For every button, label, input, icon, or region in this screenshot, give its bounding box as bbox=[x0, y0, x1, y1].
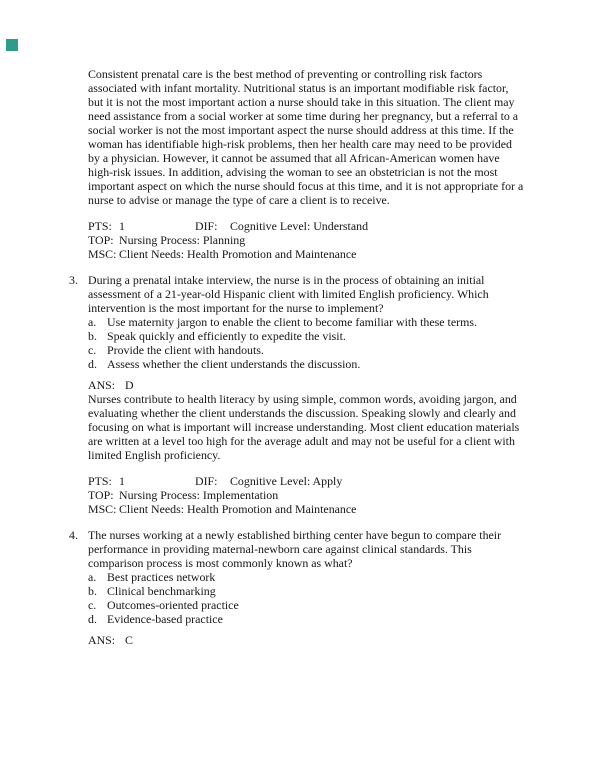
question-3 bbox=[69, 273, 524, 462]
question2-rationale: Consistent prenatal care is the best method of preventing or controlling risk factors associated with infant mortality. Nutritional status is an important modifiable risk factor, but it is not the most important action a nurse should take in this situation. The client may need assistance from a social worker at some time during her pregnancy, but a referral to a social worker is not the most important aspect the nurse should address at this time. If the woman has identifiable high-risk problems, then her health care may need to be provided by a physician. However, it cannot be assumed that all African-American women have high-risk issues. In addition, advising the woman to see an obstetrician is not the most important aspect on which the nurse should focus at this time, and it is not appropriate for a nurse to advise or manage the type of care a client is to receive. bbox=[88, 67, 524, 207]
dif-label: DIF: bbox=[195, 474, 218, 488]
option-letter: b. bbox=[88, 584, 97, 598]
option-text: Speak quickly and efficiently to expedite the visit. bbox=[107, 329, 346, 343]
answer-option-a bbox=[88, 315, 524, 329]
answer-option-a bbox=[88, 570, 524, 584]
meta-row-top bbox=[88, 488, 524, 502]
option-letter: d. bbox=[88, 612, 97, 626]
page-corner-marker bbox=[6, 39, 18, 51]
question2-meta-block bbox=[88, 219, 524, 261]
answer-row bbox=[88, 633, 524, 647]
meta-row-pts-dif bbox=[88, 219, 524, 233]
answer-option-d bbox=[88, 612, 524, 626]
question-number: 4. bbox=[69, 528, 78, 542]
question-body bbox=[88, 528, 524, 647]
msc-label: MSC: bbox=[88, 502, 117, 516]
dif-label: DIF: bbox=[195, 219, 218, 233]
ans-label: ANS: bbox=[88, 633, 116, 647]
ans-value: D bbox=[125, 378, 134, 392]
answer-row bbox=[88, 378, 524, 392]
answer-option-b bbox=[88, 584, 524, 598]
top-value: Nursing Process: Implementation bbox=[119, 488, 279, 502]
answer-option-c bbox=[88, 343, 524, 357]
option-letter: d. bbox=[88, 357, 97, 371]
question-stem: The nurses working at a newly established birthing center have begun to compare their performance in providing maternal-newborn care against clinical standards. This comparison process is most commonly known as what? bbox=[88, 528, 502, 570]
option-letter: b. bbox=[88, 329, 97, 343]
top-value: Nursing Process: Planning bbox=[119, 233, 246, 247]
option-letter: a. bbox=[88, 570, 97, 584]
option-text: Best practices network bbox=[107, 570, 216, 584]
msc-value: Client Needs: Health Promotion and Maintenance bbox=[119, 502, 357, 516]
option-letter: c. bbox=[88, 343, 97, 357]
test-bank-content bbox=[69, 67, 524, 647]
top-label: TOP: bbox=[88, 233, 114, 247]
answer-option-b bbox=[88, 329, 524, 343]
pts-value: 1 bbox=[119, 219, 125, 233]
ans-value: C bbox=[125, 633, 133, 647]
option-text: Provide the client with handouts. bbox=[107, 343, 264, 357]
question-stem: During a prenatal intake interview, the nurse is in the process of obtaining an initial assessment of a 21-year-old Hispanic client with limited English proficiency. Which intervention is the most important for the nurse to implement? bbox=[88, 273, 489, 315]
top-label: TOP: bbox=[88, 488, 114, 502]
dif-value: Cognitive Level: Understand bbox=[230, 219, 369, 233]
option-text: Assess whether the client understands the discussion. bbox=[107, 357, 361, 371]
answer-option-c bbox=[88, 598, 524, 612]
question-number: 3. bbox=[69, 273, 78, 287]
pts-value: 1 bbox=[119, 474, 125, 488]
question-body bbox=[88, 273, 524, 462]
option-letter: a. bbox=[88, 315, 97, 329]
option-letter: c. bbox=[88, 598, 97, 612]
option-text: Use maternity jargon to enable the client to become familiar with these terms. bbox=[107, 315, 477, 329]
meta-row-msc bbox=[88, 502, 524, 516]
option-text: Clinical benchmarking bbox=[107, 584, 216, 598]
pts-label: PTS: bbox=[88, 474, 112, 488]
option-text: Evidence-based practice bbox=[107, 612, 223, 626]
answer-option-d bbox=[88, 357, 524, 371]
meta-row-pts-dif bbox=[88, 474, 524, 488]
meta-row-top bbox=[88, 233, 524, 247]
ans-label: ANS: bbox=[88, 378, 116, 392]
msc-label: MSC: bbox=[88, 247, 117, 261]
question-4 bbox=[69, 528, 524, 647]
question3-meta-block bbox=[88, 474, 524, 516]
question3-rationale: Nurses contribute to health literacy by using simple, common words, avoiding jargon, and evaluating whether the client understands the discussion. Speaking slowly and clearly and focusing on what is important will increase understanding. Most client education materials are written at a level too high for the average adult and may not be useful for a client with limited English proficiency. bbox=[88, 392, 520, 462]
meta-row-msc bbox=[88, 247, 524, 261]
dif-value: Cognitive Level: Apply bbox=[230, 474, 343, 488]
option-text: Outcomes-oriented practice bbox=[107, 598, 239, 612]
pts-label: PTS: bbox=[88, 219, 112, 233]
msc-value: Client Needs: Health Promotion and Maintenance bbox=[119, 247, 357, 261]
